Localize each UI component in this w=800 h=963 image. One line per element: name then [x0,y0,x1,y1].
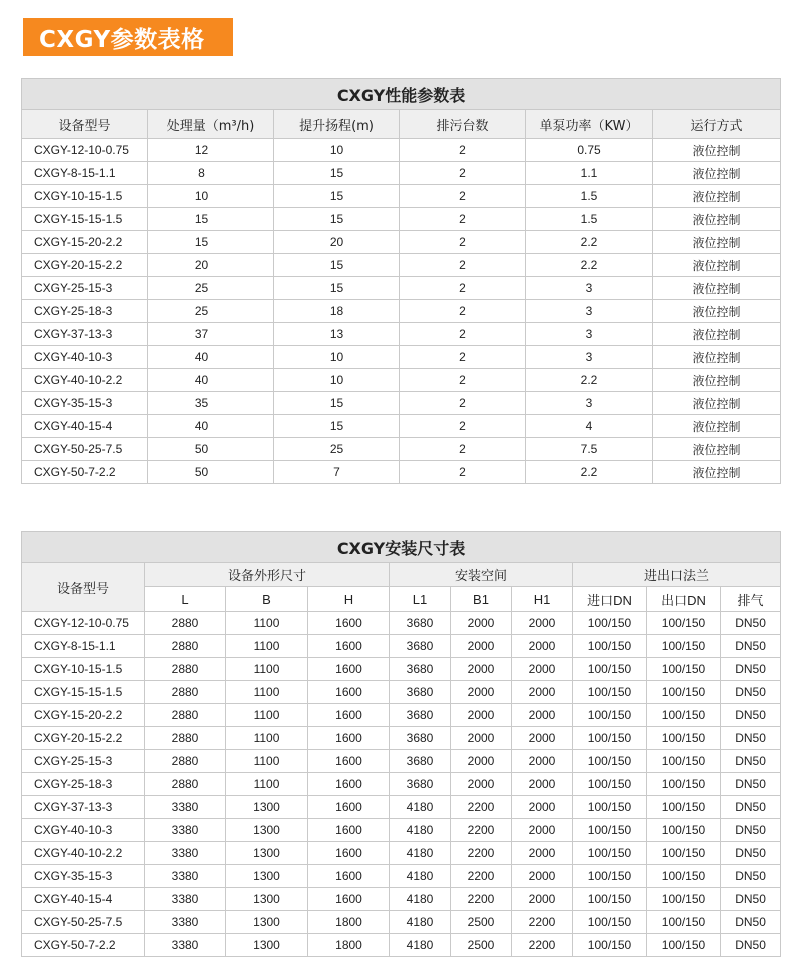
table-cell: 1300 [226,796,308,819]
table-cell: 3 [526,392,653,415]
table-cell: DN50 [721,934,781,957]
column-header: B [226,587,308,612]
table-cell: 2000 [512,819,573,842]
table-cell: DN50 [721,865,781,888]
table-cell: 1300 [226,819,308,842]
table-cell: 4180 [390,842,451,865]
column-header: 单泵功率（KW） [526,110,653,139]
table-cell: 3680 [390,704,451,727]
table-row [22,865,781,888]
table-cell: 液位控制 [653,185,781,208]
table-cell: 100/150 [647,842,721,865]
model-cell: CXGY-40-10-3 [22,346,148,369]
table-cell: 2000 [512,727,573,750]
table-cell: 4 [526,415,653,438]
model-cell: CXGY-50-7-2.2 [22,934,145,957]
table-row [22,323,781,346]
table-cell: 10 [274,369,400,392]
model-cell: CXGY-15-15-1.5 [22,681,145,704]
table-cell: 4180 [390,911,451,934]
table-row [22,934,781,957]
table-cell: 1600 [308,704,390,727]
table-cell: 18 [274,300,400,323]
table-cell: 1800 [308,934,390,957]
table-cell: 1600 [308,819,390,842]
table-cell: 1100 [226,773,308,796]
table-cell: 10 [274,346,400,369]
table-cell: 3380 [145,796,226,819]
table-cell: 1600 [308,612,390,635]
table-cell: 1600 [308,635,390,658]
table-cell: 2000 [512,865,573,888]
table-cell: 100/150 [647,865,721,888]
table-row [22,750,781,773]
table-cell: 2880 [145,635,226,658]
table-cell: DN50 [721,888,781,911]
model-cell: CXGY-40-10-2.2 [22,369,148,392]
table-cell: 1600 [308,842,390,865]
table-cell: 100/150 [647,704,721,727]
table-cell: 100/150 [647,819,721,842]
table-cell: 2000 [512,773,573,796]
table-cell: DN50 [721,635,781,658]
table-cell: 3 [526,346,653,369]
table-cell: 4180 [390,796,451,819]
table-cell: 液位控制 [653,254,781,277]
table-row [22,888,781,911]
table-cell: 液位控制 [653,392,781,415]
table-cell: 2000 [451,635,512,658]
table-cell: 3 [526,300,653,323]
table-cell: 2200 [451,819,512,842]
table-cell: 100/150 [647,773,721,796]
table-cell: 2 [400,300,526,323]
table-cell: 12 [148,139,274,162]
table-cell: 1100 [226,750,308,773]
performance-header-row [22,110,781,139]
table-cell: 2 [400,438,526,461]
table-cell: 100/150 [647,727,721,750]
table-cell: 3680 [390,658,451,681]
model-cell: CXGY-25-15-3 [22,277,148,300]
column-header: L1 [390,587,451,612]
table-cell: 25 [274,438,400,461]
model-cell: CXGY-50-7-2.2 [22,461,148,484]
table-cell: 2000 [451,750,512,773]
column-header: H1 [512,587,573,612]
table-cell: 15 [274,254,400,277]
model-cell: CXGY-20-15-2.2 [22,727,145,750]
column-header: 排污台数 [400,110,526,139]
table-cell: 1600 [308,750,390,773]
table-cell: 液位控制 [653,300,781,323]
table-cell: 1600 [308,773,390,796]
table-row [22,635,781,658]
column-header: 排气 [721,587,781,612]
table-row [22,185,781,208]
model-cell: CXGY-40-10-2.2 [22,842,145,865]
table-row [22,658,781,681]
table-row [22,139,781,162]
table-cell: DN50 [721,819,781,842]
table-cell: 3680 [390,681,451,704]
table-cell: 2000 [451,727,512,750]
column-header: 提升扬程(m) [274,110,400,139]
model-cell: CXGY-40-10-3 [22,819,145,842]
model-cell: CXGY-40-15-4 [22,888,145,911]
page-banner [23,18,233,56]
table-cell: 1100 [226,635,308,658]
group-header-flange: 进出口法兰 [573,563,781,587]
table-cell: 1.5 [526,185,653,208]
table-cell: 2 [400,231,526,254]
table-cell: 1800 [308,911,390,934]
table-cell: 2000 [512,888,573,911]
table-cell: DN50 [721,681,781,704]
table-cell: 1100 [226,727,308,750]
table-cell: 2.2 [526,369,653,392]
table-cell: 100/150 [573,842,647,865]
performance-table [21,78,781,484]
table-cell: 15 [274,392,400,415]
table-cell: 液位控制 [653,139,781,162]
table-cell: 2200 [451,796,512,819]
table-cell: 50 [148,461,274,484]
table-cell: 2 [400,392,526,415]
table-cell: 15 [274,277,400,300]
table-cell: 15 [274,185,400,208]
table-cell: 2000 [451,612,512,635]
table-cell: 1300 [226,842,308,865]
table-cell: 100/150 [573,635,647,658]
model-cell: CXGY-15-20-2.2 [22,231,148,254]
model-cell: CXGY-25-18-3 [22,300,148,323]
group-header-outline: 设备外形尺寸 [145,563,390,587]
table-cell: DN50 [721,612,781,635]
table-cell: 100/150 [647,612,721,635]
table-cell: 2 [400,323,526,346]
table-cell: 2200 [512,911,573,934]
table-cell: 2000 [451,773,512,796]
table-cell: 100/150 [573,681,647,704]
model-header: 设备型号 [22,563,145,612]
table-cell: 2 [400,139,526,162]
table-cell: 100/150 [573,865,647,888]
table-cell: 液位控制 [653,323,781,346]
table-cell: 25 [148,300,274,323]
table-cell: 2200 [451,888,512,911]
table-cell: 100/150 [647,635,721,658]
table-row [22,461,781,484]
performance-table-body [22,139,781,484]
table-cell: 40 [148,369,274,392]
model-cell: CXGY-35-15-3 [22,392,148,415]
table-row [22,415,781,438]
table-cell: 1100 [226,612,308,635]
table-cell: 2880 [145,681,226,704]
table-cell: 2 [400,461,526,484]
banner-title: CXGY参数表格 [39,26,205,53]
table-cell: 40 [148,415,274,438]
table-cell: 液位控制 [653,162,781,185]
table-cell: DN50 [721,842,781,865]
column-header: 出口DN [647,587,721,612]
table-cell: 4180 [390,865,451,888]
table-row [22,392,781,415]
table-cell: 2000 [512,658,573,681]
table-cell: DN50 [721,796,781,819]
table-cell: 37 [148,323,274,346]
table-cell: 2000 [512,796,573,819]
table-row [22,369,781,392]
table-cell: 2000 [451,704,512,727]
table-cell: 1.5 [526,208,653,231]
model-cell: CXGY-25-15-3 [22,750,145,773]
table-cell: 2000 [512,842,573,865]
table-row [22,438,781,461]
performance-table-title: CXGY性能参数表 [22,79,781,110]
table-cell: 2 [400,346,526,369]
table-cell: 100/150 [647,750,721,773]
table-cell: 液位控制 [653,231,781,254]
table-cell: 3680 [390,750,451,773]
table-cell: 100/150 [647,888,721,911]
table-cell: DN50 [721,704,781,727]
table-cell: DN50 [721,773,781,796]
table-cell: 3380 [145,865,226,888]
model-cell: CXGY-8-15-1.1 [22,162,148,185]
table-cell: 2880 [145,704,226,727]
table-cell: 2200 [451,842,512,865]
table-cell: 2000 [451,681,512,704]
column-header: 设备型号 [22,110,148,139]
table-cell: 7.5 [526,438,653,461]
table-cell: 1600 [308,727,390,750]
model-cell: CXGY-15-15-1.5 [22,208,148,231]
table-row [22,277,781,300]
table-cell: 100/150 [647,911,721,934]
table-cell: 100/150 [647,934,721,957]
model-cell: CXGY-37-13-3 [22,323,148,346]
table-cell: 15 [274,415,400,438]
model-cell: CXGY-40-15-4 [22,415,148,438]
table-row [22,681,781,704]
table-row [22,612,781,635]
table-cell: 液位控制 [653,415,781,438]
table-cell: 1300 [226,934,308,957]
table-cell: 1600 [308,796,390,819]
table-cell: 2.2 [526,461,653,484]
table-cell: 2880 [145,750,226,773]
table-cell: 2 [400,208,526,231]
table-cell: 1600 [308,658,390,681]
table-cell: 2200 [451,865,512,888]
table-cell: 2000 [512,612,573,635]
table-cell: 1100 [226,681,308,704]
column-header: B1 [451,587,512,612]
table-cell: 13 [274,323,400,346]
table-cell: 100/150 [573,727,647,750]
table-cell: 3680 [390,773,451,796]
table-cell: 7 [274,461,400,484]
table-cell: 40 [148,346,274,369]
group-header-install-space: 安装空间 [390,563,573,587]
table-cell: 2880 [145,727,226,750]
table-cell: 2880 [145,658,226,681]
table-row [22,208,781,231]
table-cell: 1100 [226,658,308,681]
table-cell: 2 [400,162,526,185]
table-cell: 液位控制 [653,461,781,484]
table-cell: 4180 [390,888,451,911]
table-cell: 液位控制 [653,277,781,300]
table-cell: 35 [148,392,274,415]
table-row [22,773,781,796]
installation-table [21,531,781,957]
table-cell: 50 [148,438,274,461]
table-cell: 100/150 [573,911,647,934]
table-cell: DN50 [721,911,781,934]
table-cell: 3680 [390,727,451,750]
table-cell: 2.2 [526,231,653,254]
table-cell: 2000 [512,704,573,727]
table-cell: 15 [274,208,400,231]
table-cell: 4180 [390,934,451,957]
table-row [22,300,781,323]
table-cell: 2 [400,369,526,392]
table-cell: 100/150 [573,796,647,819]
table-cell: 15 [148,208,274,231]
model-cell: CXGY-25-18-3 [22,773,145,796]
table-cell: 2.2 [526,254,653,277]
table-cell: 100/150 [573,819,647,842]
table-cell: 2880 [145,612,226,635]
model-cell: CXGY-10-15-1.5 [22,658,145,681]
table-cell: 100/150 [573,658,647,681]
table-row [22,727,781,750]
column-header: H [308,587,390,612]
table-cell: DN50 [721,750,781,773]
table-row [22,346,781,369]
column-header: 进口DN [573,587,647,612]
model-cell: CXGY-35-15-3 [22,865,145,888]
table-cell: 1300 [226,888,308,911]
table-cell: 100/150 [573,750,647,773]
table-cell: 20 [274,231,400,254]
table-cell: 2880 [145,773,226,796]
column-header: 运行方式 [653,110,781,139]
table-cell: 15 [274,162,400,185]
table-cell: 2000 [512,635,573,658]
table-cell: 液位控制 [653,346,781,369]
table-cell: 2 [400,185,526,208]
column-header: L [145,587,226,612]
model-cell: CXGY-37-13-3 [22,796,145,819]
table-row [22,162,781,185]
table-cell: 100/150 [647,796,721,819]
table-cell: 1300 [226,865,308,888]
table-cell: 3 [526,277,653,300]
table-cell: 1100 [226,704,308,727]
table-cell: 1.1 [526,162,653,185]
table-cell: 3380 [145,842,226,865]
table-cell: 2000 [512,750,573,773]
table-cell: 10 [274,139,400,162]
table-cell: 100/150 [647,681,721,704]
table-cell: 100/150 [573,888,647,911]
table-cell: 10 [148,185,274,208]
table-cell: 15 [148,231,274,254]
table-cell: 2 [400,254,526,277]
table-cell: 2 [400,277,526,300]
table-cell: DN50 [721,727,781,750]
table-cell: 100/150 [573,773,647,796]
table-cell: 3380 [145,888,226,911]
table-cell: 0.75 [526,139,653,162]
table-cell: 1600 [308,681,390,704]
table-cell: 1600 [308,888,390,911]
installation-table-title: CXGY安装尺寸表 [22,532,781,563]
table-cell: 液位控制 [653,369,781,392]
model-cell: CXGY-12-10-0.75 [22,139,148,162]
table-cell: 20 [148,254,274,277]
table-cell: 2000 [512,681,573,704]
table-row [22,796,781,819]
table-row [22,704,781,727]
table-cell: 3380 [145,934,226,957]
table-row [22,254,781,277]
table-cell: 4180 [390,819,451,842]
table-cell: 3 [526,323,653,346]
table-cell: 3380 [145,819,226,842]
table-row [22,231,781,254]
table-cell: 液位控制 [653,208,781,231]
model-cell: CXGY-50-25-7.5 [22,911,145,934]
table-row [22,911,781,934]
table-cell: 100/150 [573,934,647,957]
table-cell: 2200 [512,934,573,957]
column-header: 处理量（m³/h) [148,110,274,139]
model-cell: CXGY-15-20-2.2 [22,704,145,727]
installation-table-body [22,612,781,957]
model-cell: CXGY-8-15-1.1 [22,635,145,658]
table-cell: 3380 [145,911,226,934]
model-cell: CXGY-10-15-1.5 [22,185,148,208]
table-cell: 8 [148,162,274,185]
table-cell: 液位控制 [653,438,781,461]
model-cell: CXGY-20-15-2.2 [22,254,148,277]
table-cell: 100/150 [647,658,721,681]
table-cell: 2500 [451,934,512,957]
table-cell: 3680 [390,612,451,635]
table-cell: 1300 [226,911,308,934]
table-cell: 2 [400,415,526,438]
table-cell: 100/150 [573,612,647,635]
model-cell: CXGY-50-25-7.5 [22,438,148,461]
table-cell: 100/150 [573,704,647,727]
table-row [22,819,781,842]
table-cell: DN50 [721,658,781,681]
table-row [22,842,781,865]
model-cell: CXGY-12-10-0.75 [22,612,145,635]
table-cell: 2500 [451,911,512,934]
table-cell: 3680 [390,635,451,658]
table-cell: 2000 [451,658,512,681]
table-cell: 1600 [308,865,390,888]
table-cell: 25 [148,277,274,300]
